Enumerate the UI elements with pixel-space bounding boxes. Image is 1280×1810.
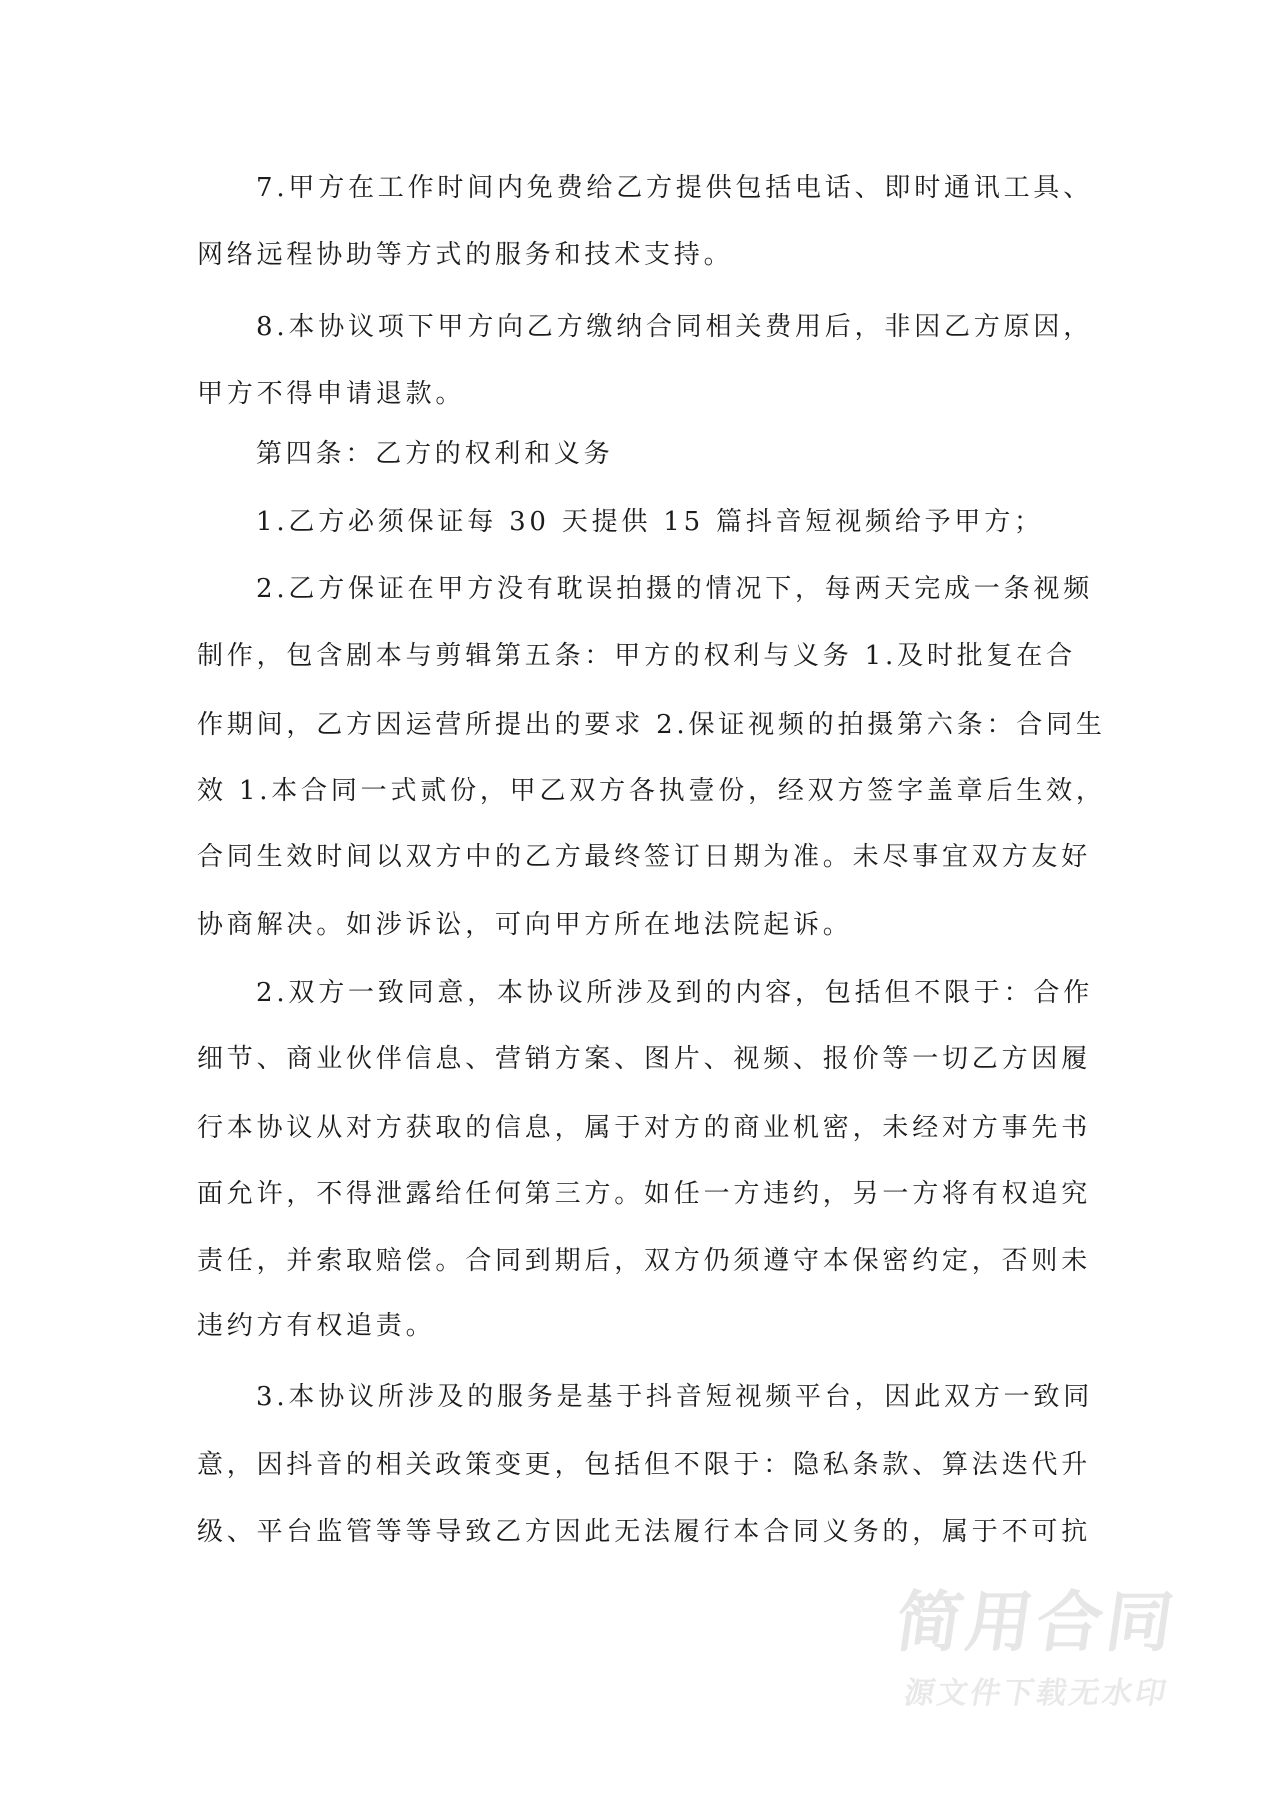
paragraph-line: 责任，并索取赔偿。合同到期后，双方仍须遵守本保密约定，否则未 [197,1246,1092,1276]
paragraph-line: 行本协议从对方获取的信息，属于对方的商业机密，未经对方事先书 [197,1113,1092,1143]
paragraph-line: 面允许，不得泄露给任何第三方。如任一方违约，另一方将有权追究 [197,1179,1092,1209]
paragraph-line: 7.甲方在工作时间内免费给乙方提供包括电话、即时通讯工具、 [256,173,1094,203]
paragraph-line: 意，因抖音的相关政策变更，包括但不限于：隐私条款、算法迭代升 [197,1450,1092,1480]
watermark-title: 简用合同 [891,1584,1182,1661]
paragraph-line: 作期间，乙方因运营所提出的要求 2.保证视频的拍摄第六条：合同生 [197,710,1106,740]
paragraph-line: 3.本协议所涉及的服务是基于抖音短视频平台，因此双方一致同 [256,1382,1094,1412]
watermark-subtitle: 源文件下载无水印 [901,1676,1172,1711]
watermark [889,1584,1184,1718]
section-heading: 第四条：乙方的权利和义务 [256,439,614,469]
paragraph-line: 1.乙方必须保证每 30 天提供 15 篇抖音短视频给予甲方； [256,507,1044,537]
paragraph-line: 2.乙方保证在甲方没有耽误拍摄的情况下，每两天完成一条视频 [256,574,1094,604]
paragraph-line: 级、平台监管等等导致乙方因此无法履行本合同义务的，属于不可抗 [197,1517,1092,1547]
paragraph-line: 8.本协议项下甲方向乙方缴纳合同相关费用后，非因乙方原因， [256,312,1094,342]
paragraph-line: 协商解决。如涉诉讼，可向甲方所在地法院起诉。 [197,910,853,940]
paragraph-line: 制作，包含剧本与剪辑第五条：甲方的权利与义务 1.及时批复在合 [197,641,1076,671]
paragraph-line: 效 1.本合同一式贰份，甲乙双方各执壹份，经双方签字盖章后生效， [197,776,1106,806]
paragraph-line: 2.双方一致同意，本协议所涉及到的内容，包括但不限于：合作 [256,978,1094,1008]
paragraph-line: 细节、商业伙伴信息、营销方案、图片、视频、报价等一切乙方因履 [197,1044,1092,1074]
paragraph-line: 合同生效时间以双方中的乙方最终签订日期为准。未尽事宜双方友好 [197,842,1092,872]
paragraph-line: 违约方有权追责。 [197,1311,436,1341]
paragraph-line: 网络远程协助等方式的服务和技术支持。 [197,240,734,270]
paragraph-line: 甲方不得申请退款。 [197,379,466,409]
